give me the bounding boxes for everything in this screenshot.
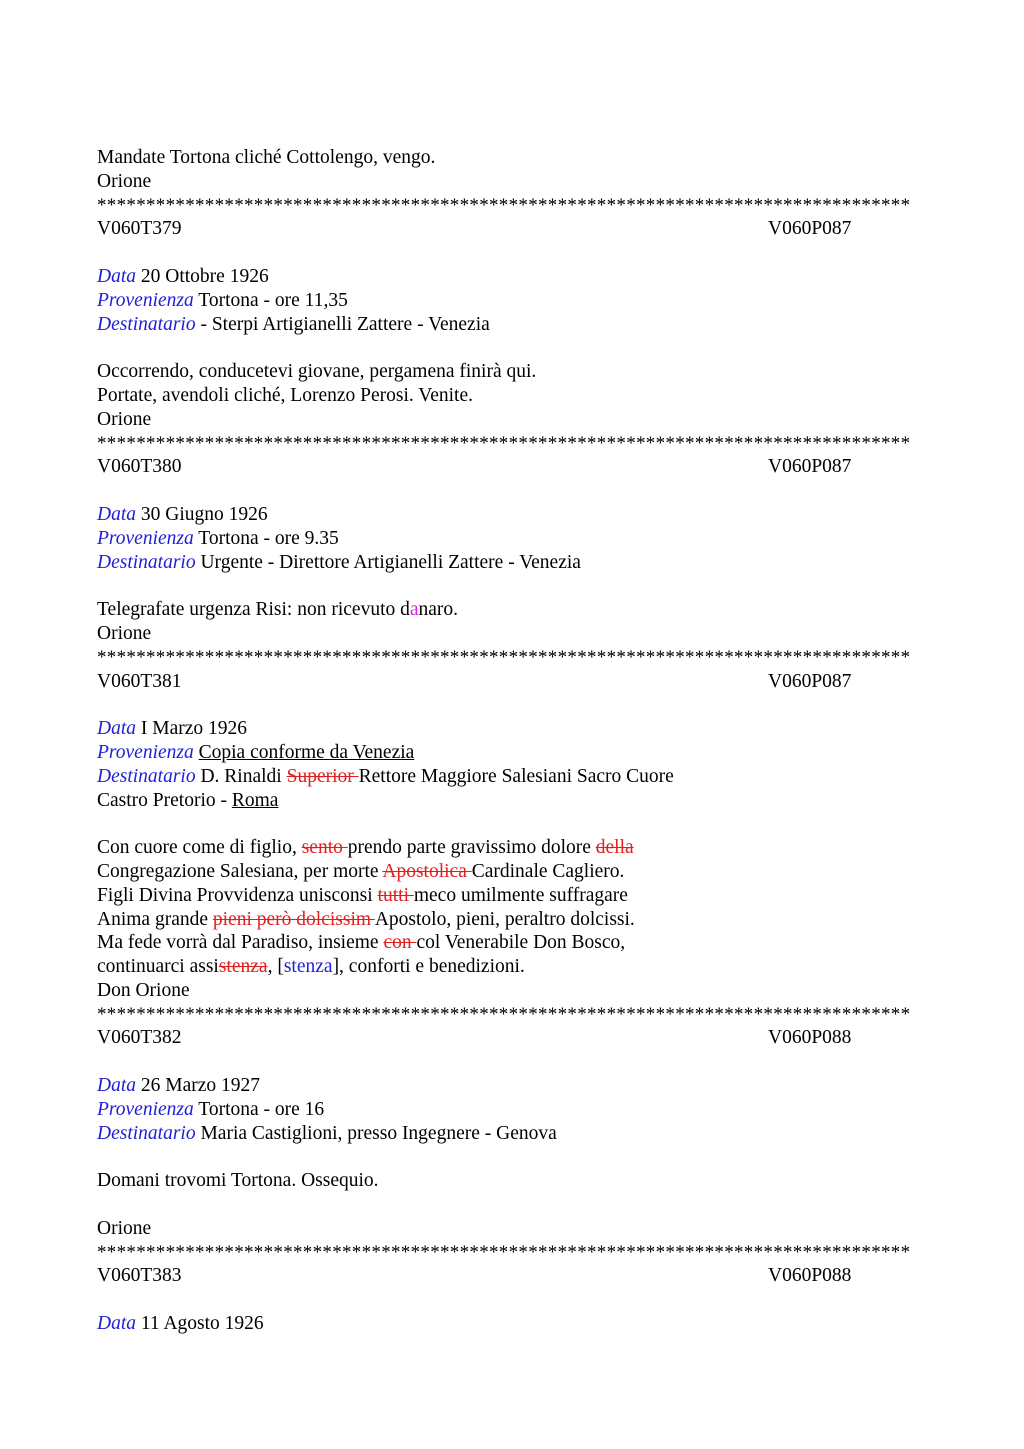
signature: Don Orione xyxy=(97,979,190,1001)
fragment-text: Mandate Tortona cliché Cottolengo, vengo. xyxy=(97,147,436,168)
destinatario-value: - Sterpi Artigianelli Zattere - Venezia xyxy=(200,313,490,335)
destinatario-line-2 xyxy=(97,789,927,813)
data-value: 11 Agosto 1926 xyxy=(140,1313,264,1335)
provenienza-line xyxy=(97,527,927,551)
code-p: V060P087 xyxy=(768,218,852,240)
provenienza-value: Tortona - ore 16 xyxy=(198,1098,325,1120)
body-text: naro. xyxy=(418,599,459,621)
telegram-entry xyxy=(97,455,927,669)
data-value: I Marzo 1926 xyxy=(140,718,248,740)
separator: *********************************************************************************** xyxy=(97,1003,911,1025)
body-line xyxy=(97,908,927,932)
signature: Orione xyxy=(97,408,152,430)
body-line: Occorrendo, conducetevi giovane, pergamena finirà qui. xyxy=(97,361,537,383)
deleted-text: stenza xyxy=(218,956,268,978)
data-line xyxy=(97,717,927,741)
body-text: , [ xyxy=(267,956,284,978)
provenienza-line xyxy=(97,741,927,765)
deleted-text: sento xyxy=(301,837,348,859)
destinatario-label: Destinatario xyxy=(97,1122,196,1144)
fragment-signature: Orione xyxy=(97,170,152,192)
destinatario-line xyxy=(97,313,927,337)
body-line xyxy=(97,931,927,955)
destinatario-value: Castro Pretorio - xyxy=(97,789,232,811)
entry-codes xyxy=(97,217,927,241)
data-label: Data xyxy=(97,1075,136,1097)
provenienza-line xyxy=(97,289,927,313)
body-line: Portate, avendoli cliché, Lorenzo Perosi. Venite. xyxy=(97,384,473,406)
signature: Orione xyxy=(97,1217,152,1239)
data-line xyxy=(97,503,927,527)
telegram-entry xyxy=(97,1264,927,1335)
data-value: 26 Marzo 1927 xyxy=(140,1075,261,1097)
body-text: Con cuore come di figlio, xyxy=(97,837,302,859)
telegram-entry xyxy=(97,1026,927,1264)
data-line xyxy=(97,1074,927,1098)
destinatario-line xyxy=(97,551,927,575)
destinatario-value: Rettore Maggiore Salesiani Sacro Cuore xyxy=(358,765,674,787)
data-value: 20 Ottobre 1926 xyxy=(140,265,269,287)
deleted-text: Superior xyxy=(286,765,359,787)
body-text: Apostolo, pieni, peraltro dolcissi. xyxy=(374,908,635,930)
telegram-entry xyxy=(97,217,927,455)
body-text: meco umilmente suffragare xyxy=(413,884,628,906)
code-t: V060T381 xyxy=(97,670,182,692)
data-line xyxy=(97,1312,927,1336)
provenienza-line xyxy=(97,1098,927,1122)
code-t: V060T379 xyxy=(97,218,182,240)
data-label: Data xyxy=(97,503,136,525)
corrected-letter: a xyxy=(409,599,419,621)
destinatario-label: Destinatario xyxy=(97,551,196,573)
body-text: Figli Divina Provvidenza unisconsi xyxy=(97,884,378,906)
body-line xyxy=(97,836,927,860)
data-label: Data xyxy=(97,265,136,287)
body-line xyxy=(97,860,927,884)
signature: Orione xyxy=(97,622,152,644)
deleted-text: tutti xyxy=(377,884,414,906)
body-line xyxy=(97,955,927,979)
destinatario-label: Destinatario xyxy=(97,313,196,335)
destinatario-line xyxy=(97,765,927,789)
provenienza-label: Provenienza xyxy=(97,1098,194,1120)
provenienza-value: Copia conforme da Venezia xyxy=(198,741,415,763)
body-text: Cardinale Cagliero. xyxy=(471,860,625,882)
destinatario-label: Destinatario xyxy=(97,765,196,787)
body-text: continuarci assi xyxy=(97,956,219,978)
code-t: V060T380 xyxy=(97,456,182,478)
separator: *********************************************************************************** xyxy=(97,432,911,454)
body-text: prendo parte gravissimo dolore xyxy=(347,837,596,859)
body-text: Telegrafate urgenza Risi: non ricevuto d xyxy=(97,599,410,621)
deleted-text: pieni però dolcissim xyxy=(212,908,375,930)
deleted-text: Apostolica xyxy=(382,860,472,882)
entry-codes xyxy=(97,1264,927,1288)
entry-codes xyxy=(97,455,927,479)
provenienza-value: Tortona - ore 9.35 xyxy=(198,527,339,549)
inserted-text: stenza xyxy=(283,956,333,978)
entry-codes xyxy=(97,670,927,694)
separator: *********************************************************************************** xyxy=(97,1241,911,1263)
code-p: V060P088 xyxy=(768,1265,852,1287)
data-line xyxy=(97,265,927,289)
data-label: Data xyxy=(97,718,136,740)
entry-codes xyxy=(97,1026,927,1050)
data-value: 30 Giugno 1926 xyxy=(140,503,268,525)
provenienza-label: Provenienza xyxy=(97,527,194,549)
code-p: V060P087 xyxy=(768,456,852,478)
body-text: Congregazione Salesiana, per morte xyxy=(97,860,383,882)
body-line: Domani trovomi Tortona. Ossequio. xyxy=(97,1170,379,1192)
body-line xyxy=(97,598,927,622)
body-text: Anima grande xyxy=(97,908,213,930)
code-t: V060T383 xyxy=(97,1265,182,1287)
body-text: Ma fede vorrà dal Paradiso, insieme xyxy=(97,932,384,954)
provenienza-label: Provenienza xyxy=(97,289,194,311)
telegram-entry xyxy=(97,670,927,1027)
document-page xyxy=(97,146,927,1336)
destinatario-line xyxy=(97,1122,927,1146)
deleted-text: con xyxy=(383,932,417,954)
destinatario-city: Roma xyxy=(231,789,279,811)
separator: *********************************************************************************** xyxy=(97,194,911,216)
destinatario-value: Maria Castiglioni, presso Ingegnere - Genova xyxy=(200,1122,557,1144)
destinatario-value: Urgente - Direttore Artigianelli Zattere - Venezia xyxy=(200,551,581,573)
body-text: ], conforti e benedizioni. xyxy=(332,956,525,978)
code-p: V060P087 xyxy=(768,670,852,692)
destinatario-value: D. Rinaldi xyxy=(200,765,287,787)
provenienza-value: Tortona - ore 11,35 xyxy=(198,289,348,311)
separator: *********************************************************************************** xyxy=(97,646,911,668)
code-t: V060T382 xyxy=(97,1027,182,1049)
code-p: V060P088 xyxy=(768,1027,852,1049)
data-label: Data xyxy=(97,1313,136,1335)
body-text: col Venerabile Don Bosco, xyxy=(416,932,626,954)
provenienza-label: Provenienza xyxy=(97,741,194,763)
body-line xyxy=(97,884,927,908)
deleted-text: della xyxy=(595,837,634,859)
